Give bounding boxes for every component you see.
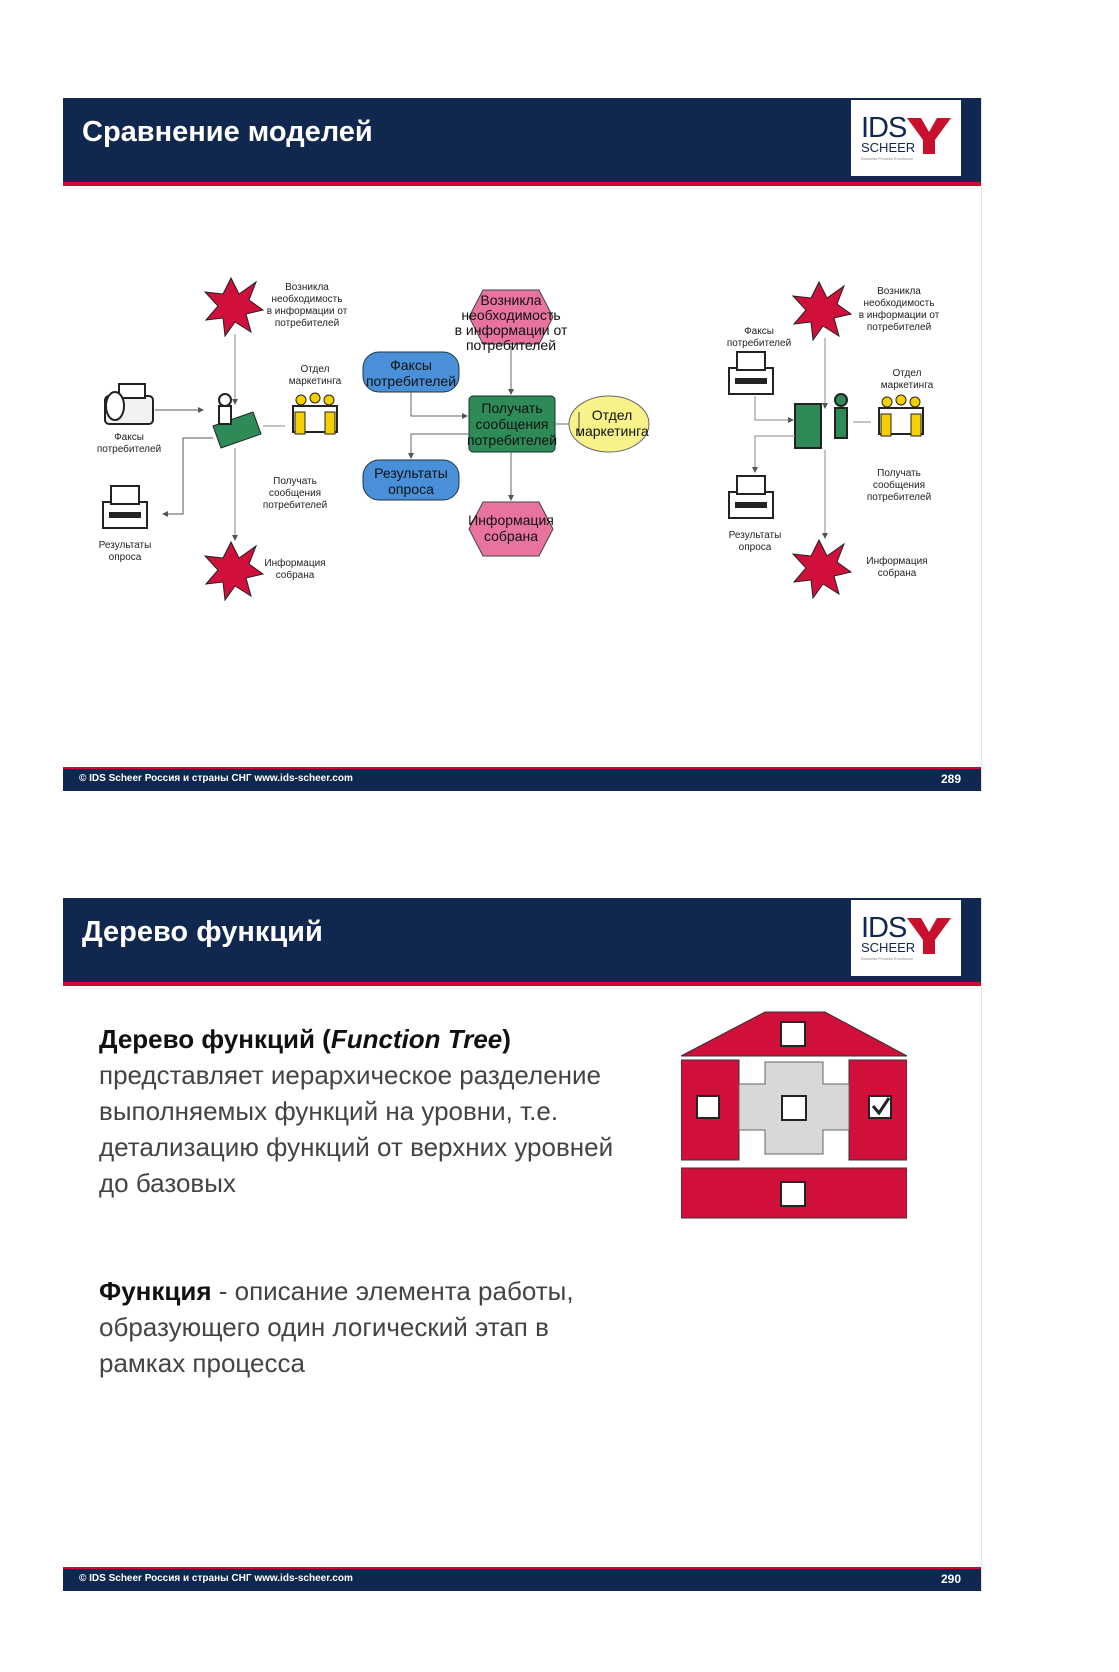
logo-y-icon [907,114,951,154]
function-line: образующего один логический этап в [99,1312,549,1342]
function-definition [99,1273,619,1381]
logo-text-ids: IDS [861,912,907,944]
page-number: 289 [940,772,961,786]
svg-text:Результатыопроса: Результаты опроса [728,530,782,553]
svg-text:Факсыпотребителей: Факсы потребителей [726,326,792,349]
ids-scheer-logo [851,100,961,176]
definition-heading: Дерево функций (Function Tree) [99,1024,511,1054]
definition-line: представляет иерархическое разделение [99,1060,601,1090]
slide-footer [63,1567,981,1591]
logo-text-scheer: SCHEER [861,140,916,155]
definition-line: до базовых [99,1168,236,1198]
event-star-icon [205,278,263,336]
middle-model-epc [363,290,649,556]
person-at-desk-icon [213,394,261,448]
slide-comparison [63,98,982,791]
function-line: рамках процесса [99,1348,305,1378]
svg-text:Получатьсообщенияпотребителей: Получать сообщения потребителей [466,400,558,448]
svg-text:Информациясобрана: Информация собрана [264,558,326,581]
logo-text-scheer: SCHEER [861,940,916,955]
event-end-star-icon [205,542,263,600]
event-star-icon [793,282,851,340]
definition-line: детализацию функций от верхних уровней [99,1132,614,1162]
function-term: Функция [99,1276,212,1306]
svg-text:Возникланеобходимостьв информа: Возникла необходимость в информации от потребителей [454,292,568,353]
svg-text:Информациясобрана: Информация собрана [468,512,554,544]
svg-text:Получатьсообщенияпотребителей: Получать сообщения потребителей [262,476,328,511]
svg-text:Результатыопроса: Результаты опроса [374,465,448,497]
svg-text:Получатьсообщенияпотребителей: Получать сообщения потребителей [866,468,932,503]
page-number: 290 [940,1572,961,1586]
function-line: - описание элемента работы, [211,1276,574,1306]
logo-tagline: Business Process Excellence [861,956,914,961]
logo-text-ids: IDS [861,112,907,144]
svg-text:Информациясобрана: Информация собрана [866,556,928,579]
slide-footer [63,767,981,791]
slide-header [63,98,981,186]
slide-function-tree [63,898,982,1591]
svg-text:Отделмаркетинга: Отдел маркетинга [880,368,934,391]
model-comparison-diagram [63,186,981,766]
logo-y-icon [907,914,951,954]
printer-input-icon [729,352,773,394]
ids-scheer-logo [851,900,961,976]
slide-title: Дерево функций [82,916,323,948]
function-tree-definition [99,1021,619,1201]
left-model [97,278,348,600]
event-end-star-icon [793,540,851,598]
function-tree-icon [681,1004,907,1230]
footer-copyright: © IDS Scheer Россия и страны СНГ www.ids-scheer.com [79,1573,353,1584]
right-model [727,282,940,598]
slide-header [63,898,981,986]
slide-title: Сравнение моделей [82,116,373,148]
svg-text:Факсыпотребителей: Факсы потребителей [96,432,162,455]
footer-copyright: © IDS Scheer Россия и страны СНГ www.ids-scheer.com [79,773,353,784]
printer-output-icon [729,476,773,518]
group-people-icon [879,395,923,436]
logo-tagline: Business Process Excellence [861,156,914,161]
svg-text:Возникланеобходимостьв информа: Возникла необходимость в информации от потребителей [266,282,348,329]
svg-text:Факсыпотребителей: Факсы потребителей [365,357,457,389]
svg-text:Отделмаркетинга: Отдел маркетинга [288,364,342,387]
printer-icon [103,486,147,528]
worker-at-terminal-icon [795,394,847,448]
fax-icon [105,384,153,424]
group-people-icon [293,393,337,434]
svg-text:Возникланеобходимостьв информа: Возникла необходимость в информации от потребителей [858,286,940,333]
definition-line: выполняемых функций на уровни, т.е. [99,1096,559,1126]
svg-text:Результатыопроса: Результаты опроса [98,540,152,563]
svg-text:Отделмаркетинга: Отдел маркетинга [575,407,649,439]
